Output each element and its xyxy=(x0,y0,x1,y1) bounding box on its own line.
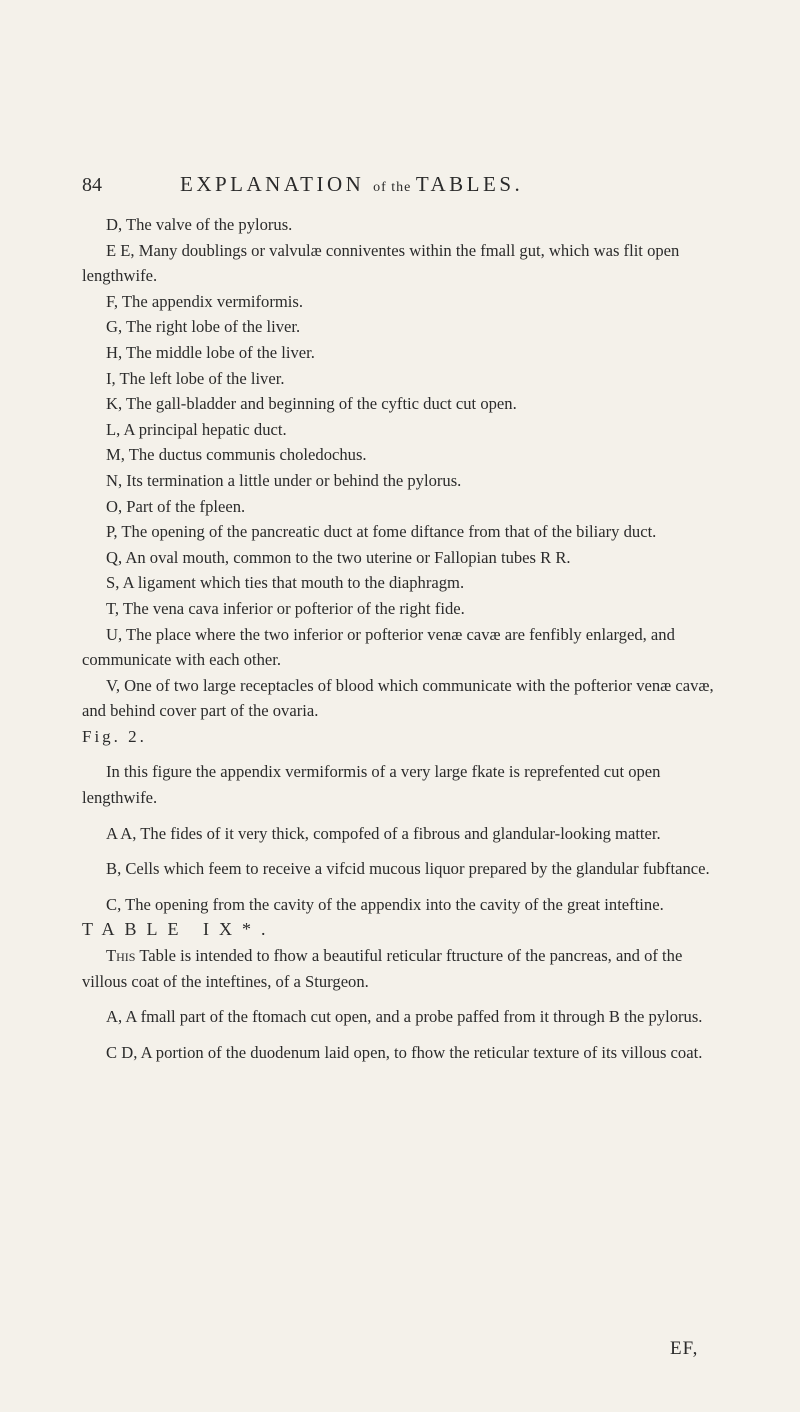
intro-rest: Table is intended to fhow a beautiful reticular ftructure of the pancreas, and of the villous coat of the inteftines, of a Sturgeon. xyxy=(82,946,683,991)
entry: U, The place where the two inferior or pofterior venæ cavæ are fenfibly enlarged, and communicate with each other. xyxy=(82,624,675,670)
entry: O, Part of the fpleen. xyxy=(106,496,246,516)
entry: C D, A portion of the duodenum laid open, to fhow the reticular texture of its villous coat. xyxy=(106,1042,703,1062)
entry: V, One of two large receptacles of blood which communicate with the pofterior venæ cavæ, and behind cover part of the ovaria. xyxy=(82,675,714,721)
entry: I, The left lobe of the liver. xyxy=(106,368,285,388)
entry: L, A principal hepatic duct. xyxy=(106,419,287,439)
entry: T, The vena cava inferior or pofterior of the right fide. xyxy=(106,598,465,618)
entry: H, The middle lobe of the liver. xyxy=(106,342,315,362)
page-header xyxy=(82,172,722,202)
running-head xyxy=(180,172,523,197)
catchword: EF, xyxy=(670,1338,699,1359)
running-head-the: the xyxy=(386,180,416,195)
entry: F, The appendix vermiformis. xyxy=(106,291,303,311)
table-intro xyxy=(82,943,730,994)
entry: Q, An oval mouth, common to the two uterine or Fallopian tubes R R. xyxy=(106,547,571,567)
table-heading: TABLE IX*. xyxy=(82,919,276,940)
entry: E E, Many doublings or valvulæ conniventes within the fmall gut, which was flit open lengthwife. xyxy=(82,240,680,286)
page-number: 84 xyxy=(82,174,102,196)
running-head-part-2: TABLES. xyxy=(415,172,524,196)
entry: C, The opening from the cavity of the appendix into the cavity of the great inteftine. xyxy=(106,894,664,914)
entry: A, A fmall part of the ftomach cut open, and a probe paffed from it through B the pylorus. xyxy=(106,1007,703,1027)
entry: In this figure the appendix vermiformis of a very large fkate is reprefented cut open lengthwife. xyxy=(82,762,661,808)
running-head-part-1: EXPLANATION xyxy=(180,172,374,196)
entry: S, A ligament which ties that mouth to the diaphragm. xyxy=(106,573,465,593)
entry: N, Its termination a little under or behind the pylorus. xyxy=(106,470,462,490)
entry: D, The valve of the pylorus. xyxy=(106,215,293,234)
entry: P, The opening of the pancreatic duct at fome diftance from that of the biliary duct. xyxy=(106,522,657,542)
entry: G, The right lobe of the liver. xyxy=(106,317,301,337)
entry: K, The gall-bladder and beginning of the cyftic duct cut open. xyxy=(106,394,517,414)
intro-first-word: This xyxy=(106,946,136,966)
running-head-of: of xyxy=(373,180,387,195)
entry: M, The ductus communis choledochus. xyxy=(106,445,367,465)
entry: A A, The fides of it very thick, compofed of a fibrous and glandular-looking matter. xyxy=(106,823,661,843)
page-body xyxy=(82,212,730,1065)
entry: B, Cells which feem to receive a vifcid mucous liquor prepared by the glandular fubftance. xyxy=(106,859,710,879)
figure-heading: Fig. 2. xyxy=(82,726,147,746)
